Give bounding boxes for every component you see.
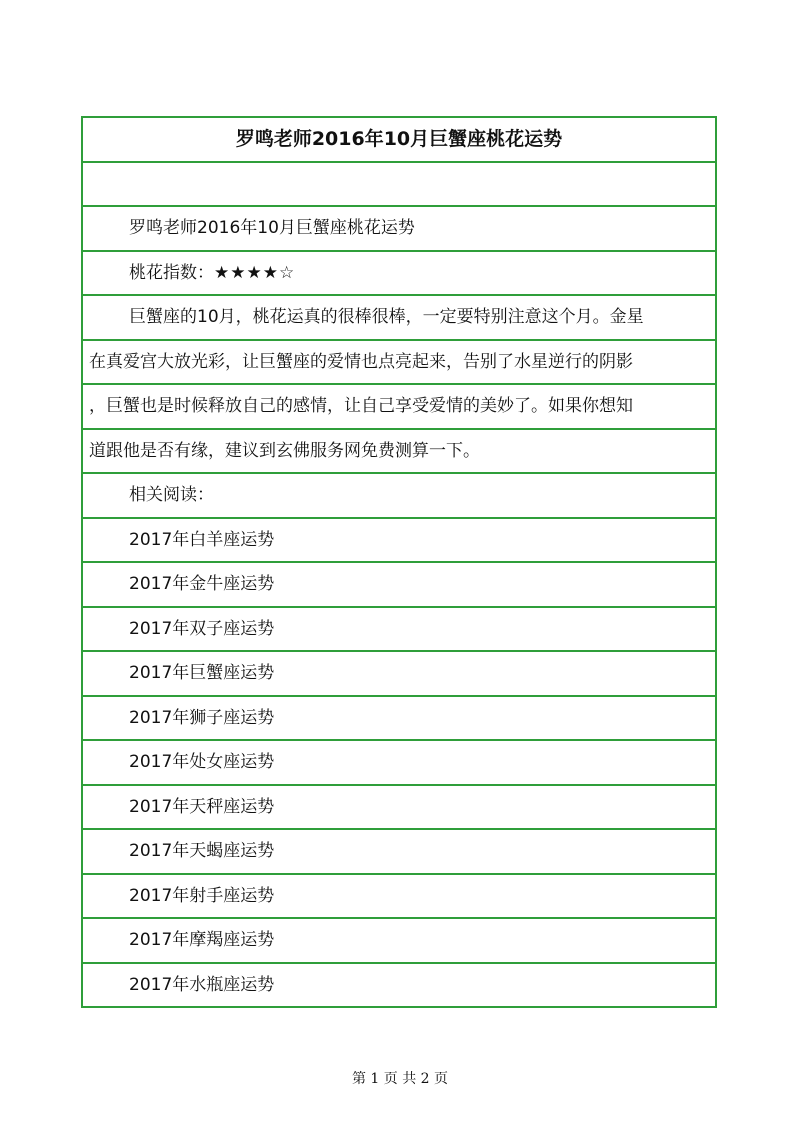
rating-row [83, 252, 715, 297]
related-link-scorpio[interactable]: 2017年天蝎座运势 [83, 830, 715, 875]
body-line: 巨蟹座的10月，桃花运真的很棒很棒，一定要特别注意这个月。金星 [83, 296, 715, 341]
empty-row [83, 163, 715, 208]
related-link-libra[interactable]: 2017年天秤座运势 [83, 786, 715, 831]
rating-stars-icon: ★★★★☆ [214, 262, 296, 283]
body-line: 在真爱宫大放光彩，让巨蟹座的爱情也点亮起来，告别了水星逆行的阴影 [83, 341, 715, 386]
related-link-sagittarius[interactable]: 2017年射手座运势 [83, 875, 715, 920]
related-link-taurus[interactable]: 2017年金牛座运势 [83, 563, 715, 608]
related-link-virgo[interactable]: 2017年处女座运势 [83, 741, 715, 786]
rating-label: 桃花指数： [129, 262, 214, 283]
page-number-footer: 第 1 页 共 2 页 [351, 1071, 449, 1087]
related-link-gemini[interactable]: 2017年双子座运势 [83, 608, 715, 653]
related-link-aries[interactable]: 2017年白羊座运势 [83, 519, 715, 564]
body-line: ，巨蟹也是时候释放自己的感情，让自己享受爱情的美妙了。如果你想知 [83, 385, 715, 430]
related-heading: 相关阅读： [83, 474, 715, 519]
article-subtitle: 罗鸣老师2016年10月巨蟹座桃花运势 [83, 207, 715, 252]
related-link-leo[interactable]: 2017年狮子座运势 [83, 697, 715, 742]
related-link-aquarius[interactable]: 2017年水瓶座运势 [83, 964, 715, 1009]
related-link-capricorn[interactable]: 2017年摩羯座运势 [83, 919, 715, 964]
body-line: 道跟他是否有缘，建议到玄佛服务网免费测算一下。 [83, 430, 715, 475]
related-link-cancer[interactable]: 2017年巨蟹座运势 [83, 652, 715, 697]
article-table [81, 116, 717, 1008]
article-title: 罗鸣老师2016年10月巨蟹座桃花运势 [83, 118, 715, 163]
